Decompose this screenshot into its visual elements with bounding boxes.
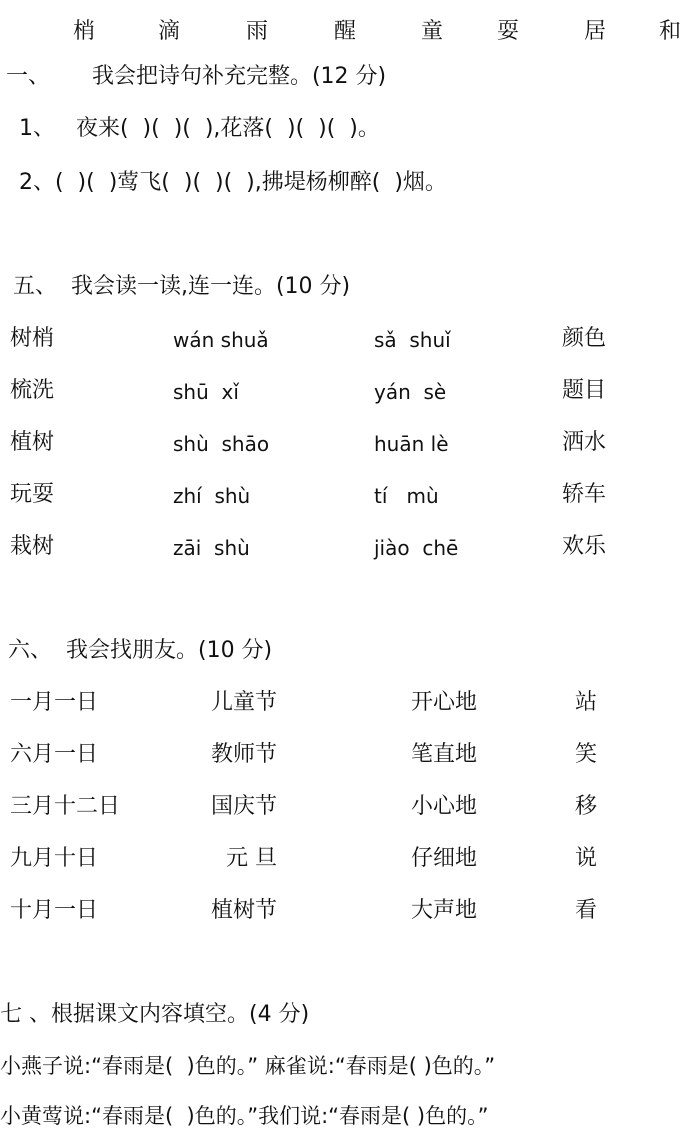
- word-right: 欢乐: [562, 534, 607, 559]
- section-heading: 七 、根据课文内容填空。(4 分): [0, 1002, 310, 1027]
- char-2: 雨: [246, 19, 269, 44]
- verb-item: 笑: [575, 742, 598, 767]
- holiday-item: 国庆节: [211, 794, 278, 819]
- word-right: 题目: [562, 378, 607, 403]
- adverb-item: 仔细地: [411, 846, 478, 871]
- char-0: 梢: [73, 19, 96, 44]
- word-left: 树梢: [10, 326, 55, 351]
- word-right: 洒水: [562, 430, 607, 455]
- date-item: 一月一日: [10, 690, 99, 715]
- char-6: 居: [584, 19, 607, 44]
- pinyin-left: shū xǐ: [173, 380, 239, 404]
- holiday-item: 儿童节: [211, 690, 278, 715]
- holiday-item: 植树节: [211, 898, 278, 923]
- adverb-item: 开心地: [411, 690, 478, 715]
- char-1: 滴: [158, 19, 181, 44]
- pinyin-right: huān lè: [374, 432, 449, 456]
- fill-line-2: 小黄莺说:“春雨是( )色的。”我们说:“春雨是( )色的。”: [0, 1104, 489, 1128]
- word-left: 梳洗: [10, 378, 55, 403]
- word-left: 植树: [10, 430, 55, 455]
- date-item: 九月十日: [10, 846, 99, 871]
- verb-item: 说: [575, 846, 598, 871]
- verb-item: 站: [575, 690, 598, 715]
- adverb-item: 笔直地: [411, 742, 478, 767]
- adverb-item: 小心地: [411, 794, 478, 819]
- pinyin-right: jiào chē: [374, 536, 459, 560]
- section-heading: 一、 我会把诗句补充完整。(12 分): [6, 64, 387, 89]
- pinyin-right: yán sè: [374, 380, 447, 404]
- date-item: 三月十二日: [10, 794, 121, 819]
- date-item: 六月一日: [10, 742, 99, 767]
- poem-line-1: 1、 夜来( )( )( ),花落( )( )( )。: [12, 116, 380, 141]
- word-right: 轿车: [562, 482, 607, 507]
- section-heading: 六、 我会找朋友。(10 分): [8, 638, 273, 663]
- character-row: [0, 14, 693, 44]
- pinyin-right: tí mù: [374, 484, 439, 508]
- fill-line-1: 小燕子说:“春雨是( )色的。” 麻雀说:“春雨是( )色的。”: [0, 1054, 496, 1078]
- pinyin-left: zāi shù: [173, 536, 250, 560]
- verb-item: 移: [575, 794, 598, 819]
- char-7: 和: [659, 19, 682, 44]
- word-left: 栽树: [10, 534, 55, 559]
- char-4: 童: [421, 19, 444, 44]
- verb-item: 看: [575, 898, 598, 923]
- date-item: 十月一日: [10, 898, 99, 923]
- pinyin-left: shù shāo: [173, 432, 270, 456]
- adverb-item: 大声地: [411, 898, 478, 923]
- pinyin-left: zhí shù: [173, 484, 251, 508]
- poem-line-2: 2、( )( )莺飞( )( )( ),拂堤杨柳醉( )烟。: [12, 170, 447, 195]
- pinyin-right: sǎ shuǐ: [374, 328, 451, 352]
- word-right: 颜色: [562, 326, 607, 351]
- char-3: 醒: [334, 19, 357, 44]
- holiday-item: 教师节: [211, 742, 278, 767]
- word-left: 玩耍: [10, 482, 55, 507]
- pinyin-left: wán shuǎ: [173, 328, 269, 352]
- section-heading: 五、 我会读一读,连一连。(10 分): [6, 274, 351, 299]
- char-5: 耍: [497, 19, 520, 44]
- holiday-item: 元 旦: [226, 846, 277, 871]
